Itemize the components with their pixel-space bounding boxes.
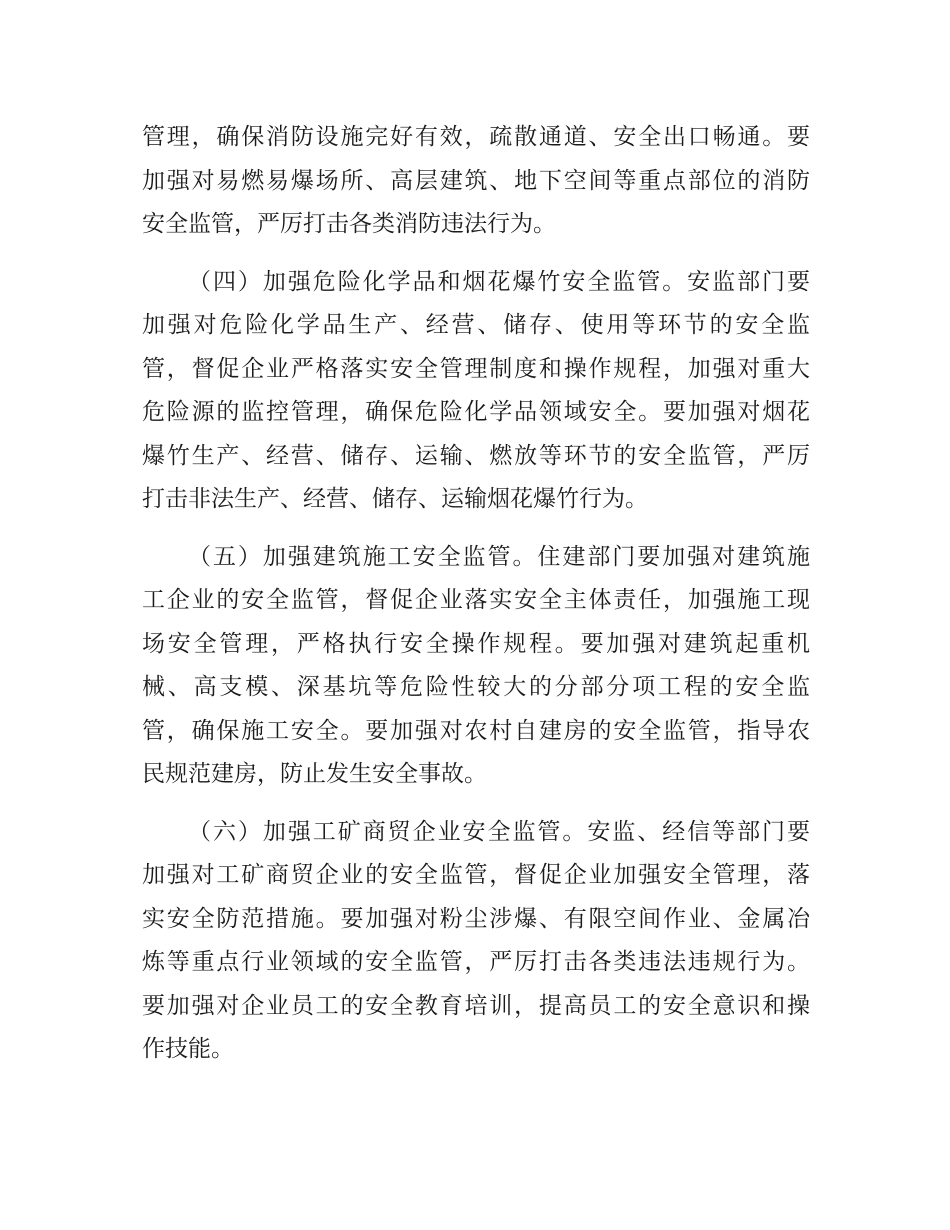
paragraph-construction-safety bbox=[142, 536, 810, 797]
text-line: （六）加强工矿商贸企业安全监管。安监、经信等部门要 bbox=[188, 818, 810, 845]
text-line: 要加强对企业员工的安全教育培训，提高员工的安全意识和操 bbox=[142, 992, 810, 1019]
text-line: 加强对工矿商贸企业的安全监管，督促企业加强安全管理，落 bbox=[142, 862, 810, 888]
text-line: 管，督促企业严格落实安全管理制度和操作规程，加强对重大 bbox=[142, 355, 810, 382]
text-line: 打击非法生产、经营、储存、运输烟花爆竹行为。 bbox=[142, 486, 648, 512]
text-line: 炼等重点行业领域的安全监管，严厉打击各类违法违规行为。 bbox=[142, 949, 810, 975]
text-line: 爆竹生产、经营、储存、运输、燃放等环节的安全监管，严厉 bbox=[142, 442, 810, 469]
text-line: 管理，确保消防设施完好有效，疏散通道、安全出口畅通。要 bbox=[142, 124, 810, 150]
text-line: 危险源的监控管理，确保危险化学品领域安全。要加强对烟花 bbox=[142, 399, 810, 425]
text-line: 作技能。 bbox=[142, 1036, 234, 1062]
text-line: 实安全防范措施。要加强对粉尘涉爆、有限空间作业、金属冶 bbox=[142, 905, 810, 932]
text-line: 加强对易燃易爆场所、高层建筑、地下空间等重点部位的消防 bbox=[142, 167, 810, 194]
text-line: 安全监管，严厉打击各类消防违法行为。 bbox=[142, 211, 556, 237]
paragraph-industrial-commercial-safety bbox=[142, 811, 810, 1072]
paragraph-hazardous-chemicals bbox=[142, 261, 810, 522]
text-line: 管，确保施工安全。要加强对农村自建房的安全监管，指导农 bbox=[142, 717, 810, 744]
document-body bbox=[142, 116, 810, 1072]
paragraph-gap bbox=[142, 522, 810, 536]
paragraph-fire-safety-continued bbox=[142, 116, 810, 247]
text-line: （四）加强危险化学品和烟花爆竹安全监管。安监部门要 bbox=[188, 268, 810, 295]
text-line: 民规范建房，防止发生安全事故。 bbox=[142, 761, 487, 787]
text-line: 场安全管理，严格执行安全操作规程。要加强对建筑起重机 bbox=[142, 630, 810, 657]
text-line: 加强对危险化学品生产、经营、储存、使用等环节的安全监 bbox=[142, 312, 810, 338]
text-line: 械、高支模、深基坑等危险性较大的分部分项工程的安全监 bbox=[142, 674, 810, 700]
text-line: （五）加强建筑施工安全监管。住建部门要加强对建筑施 bbox=[188, 543, 810, 570]
paragraph-gap bbox=[142, 797, 810, 811]
text-line: 工企业的安全监管，督促企业落实安全主体责任，加强施工现 bbox=[142, 587, 810, 613]
paragraph-gap bbox=[142, 247, 810, 261]
